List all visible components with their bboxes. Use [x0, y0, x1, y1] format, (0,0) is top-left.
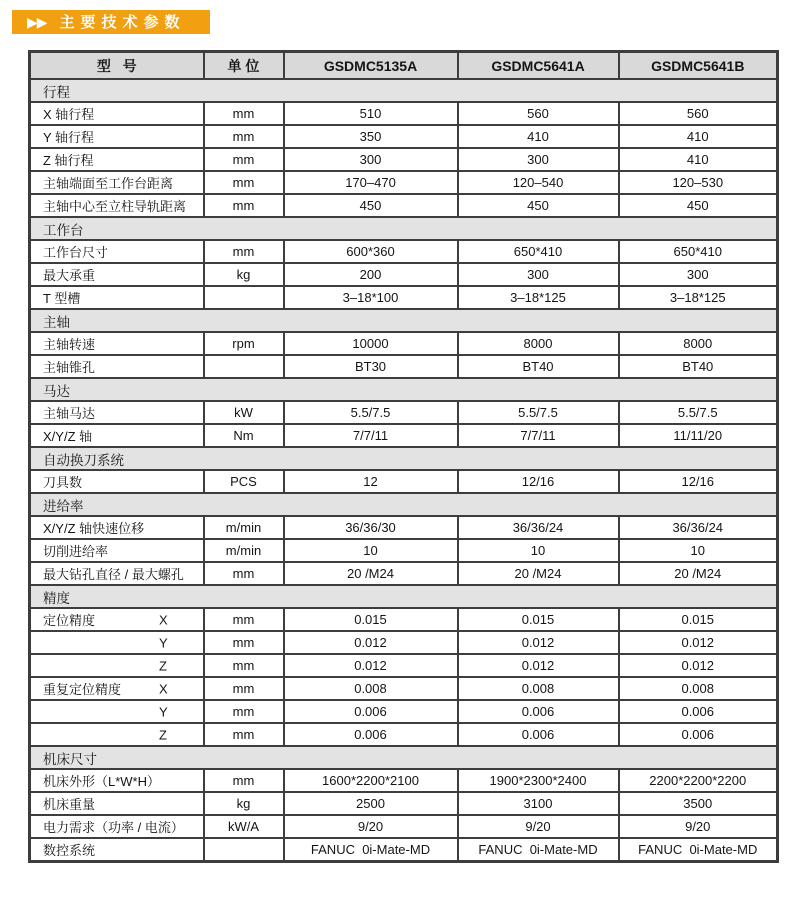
spec-unit: mm	[204, 240, 284, 263]
spec-value-model-2: 0.015	[458, 608, 619, 631]
spec-value-model-2: 5.5/7.5	[458, 401, 619, 424]
spec-value-model-1: 36/36/30	[284, 516, 458, 539]
spec-value-model-3: 120–530	[619, 171, 778, 194]
spec-value-model-2: 20 /M24	[458, 562, 619, 585]
spec-row	[30, 148, 778, 171]
spec-label-text: 数控系统	[43, 843, 96, 858]
spec-value-model-2: 0.008	[458, 677, 619, 700]
spec-label	[30, 171, 204, 194]
section-title: 精度	[30, 585, 778, 608]
spec-value-model-1: 0.008	[284, 677, 458, 700]
spec-value-model-2: 0.006	[458, 723, 619, 746]
spec-row	[30, 332, 778, 355]
spec-value-model-1: 170–470	[284, 171, 458, 194]
spec-value-model-2: BT40	[458, 355, 619, 378]
spec-unit: mm	[204, 654, 284, 677]
spec-row	[30, 815, 778, 838]
spec-label	[30, 608, 204, 631]
spec-row	[30, 562, 778, 585]
spec-label-text: 主轴转速	[43, 337, 96, 352]
spec-row	[30, 608, 778, 631]
spec-label	[30, 102, 204, 125]
spec-unit: mm	[204, 102, 284, 125]
spec-value-model-3: 0.012	[619, 631, 778, 654]
spec-label	[30, 516, 204, 539]
spec-value-model-3: 450	[619, 194, 778, 217]
axis-label: Z	[159, 727, 167, 742]
header-model-3: GSDMC5641B	[619, 52, 778, 80]
spec-unit: mm	[204, 608, 284, 631]
spec-unit: mm	[204, 631, 284, 654]
spec-label-text: 主轴中心至立柱导轨距离	[43, 199, 187, 214]
spec-row	[30, 631, 778, 654]
spec-value-model-3: 300	[619, 263, 778, 286]
section-row	[30, 378, 778, 401]
spec-value-model-3: 0.015	[619, 608, 778, 631]
axis-label: X	[159, 681, 168, 696]
spec-label	[30, 424, 204, 447]
spec-unit: kg	[204, 792, 284, 815]
spec-row	[30, 263, 778, 286]
spec-label	[30, 838, 204, 862]
spec-label-text: T 型槽	[43, 291, 81, 306]
spec-label	[30, 654, 204, 677]
spec-row	[30, 240, 778, 263]
axis-label: Y	[159, 635, 168, 650]
spec-value-model-2: 0.012	[458, 631, 619, 654]
spec-value-model-2: 1900*2300*2400	[458, 769, 619, 792]
spec-value-model-3: 0.012	[619, 654, 778, 677]
spec-row	[30, 539, 778, 562]
spec-label-text: Z 轴行程	[43, 153, 94, 168]
spec-value-model-1: 0.012	[284, 631, 458, 654]
section-row	[30, 309, 778, 332]
spec-label	[30, 792, 204, 815]
spec-value-model-2: 560	[458, 102, 619, 125]
spec-table-body	[30, 79, 778, 862]
spec-value-model-3: 8000	[619, 332, 778, 355]
spec-label	[30, 194, 204, 217]
spec-label-text: 刀具数	[43, 475, 83, 490]
spec-value-model-2: 410	[458, 125, 619, 148]
spec-label-text: 主轴马达	[43, 406, 96, 421]
spec-label-text: 主轴锥孔	[43, 360, 96, 375]
spec-value-model-1: 350	[284, 125, 458, 148]
spec-label-text: 电力需求（功率 / 电流）	[43, 820, 184, 835]
spec-value-model-3: FANUC 0i-Mate-MD	[619, 838, 778, 862]
spec-value-model-1: 510	[284, 102, 458, 125]
spec-value-model-3: 12/16	[619, 470, 778, 493]
spec-row	[30, 723, 778, 746]
banner-title: 主要技术参数	[59, 13, 186, 31]
spec-value-model-3: 9/20	[619, 815, 778, 838]
section-row	[30, 746, 778, 769]
spec-value-model-1: 1600*2200*2100	[284, 769, 458, 792]
spec-value-model-1: 10	[284, 539, 458, 562]
spec-label	[30, 700, 204, 723]
spec-value-model-1: 9/20	[284, 815, 458, 838]
spec-value-model-2: 7/7/11	[458, 424, 619, 447]
axis-label: Y	[159, 704, 168, 719]
spec-value-model-2: 120–540	[458, 171, 619, 194]
spec-value-model-3: 36/36/24	[619, 516, 778, 539]
spec-label	[30, 562, 204, 585]
spec-value-model-2: 300	[458, 148, 619, 171]
section-title: 自动换刀系统	[30, 447, 778, 470]
spec-value-model-1: 3–18*100	[284, 286, 458, 309]
section-title: 主轴	[30, 309, 778, 332]
spec-unit: kW/A	[204, 815, 284, 838]
spec-label	[30, 539, 204, 562]
spec-row	[30, 700, 778, 723]
spec-value-model-2: 10	[458, 539, 619, 562]
section-title-banner	[12, 10, 210, 34]
spec-unit: mm	[204, 769, 284, 792]
spec-row	[30, 769, 778, 792]
header-model-2: GSDMC5641A	[458, 52, 619, 80]
axis-label: Z	[159, 658, 167, 673]
spec-row	[30, 792, 778, 815]
spec-value-model-3: 2200*2200*2200	[619, 769, 778, 792]
spec-unit: mm	[204, 171, 284, 194]
spec-row	[30, 125, 778, 148]
spec-unit	[204, 838, 284, 862]
spec-label-text: 最大承重	[43, 268, 96, 283]
spec-unit: kW	[204, 401, 284, 424]
spec-label	[30, 148, 204, 171]
spec-value-model-2: 36/36/24	[458, 516, 619, 539]
spec-label-text: X/Y/Z 轴	[43, 429, 93, 444]
spec-value-model-1: 200	[284, 263, 458, 286]
spec-value-model-1: 0.015	[284, 608, 458, 631]
spec-label	[30, 355, 204, 378]
spec-value-model-3: 5.5/7.5	[619, 401, 778, 424]
spec-value-model-2: 3–18*125	[458, 286, 619, 309]
section-title: 马达	[30, 378, 778, 401]
spec-label	[30, 815, 204, 838]
spec-label	[30, 240, 204, 263]
axis-label: X	[159, 612, 168, 627]
spec-row	[30, 401, 778, 424]
spec-unit: PCS	[204, 470, 284, 493]
spec-value-model-3: 0.006	[619, 723, 778, 746]
spec-unit: m/min	[204, 516, 284, 539]
spec-label	[30, 631, 204, 654]
spec-value-model-1: 5.5/7.5	[284, 401, 458, 424]
spec-unit	[204, 355, 284, 378]
spec-value-model-2: 8000	[458, 332, 619, 355]
spec-value-model-2: 9/20	[458, 815, 619, 838]
spec-label-text: 最大钻孔直径 / 最大螺孔	[43, 567, 184, 582]
header-model-1: GSDMC5135A	[284, 52, 458, 80]
spec-unit: m/min	[204, 539, 284, 562]
spec-value-model-2: 450	[458, 194, 619, 217]
spec-unit: mm	[204, 125, 284, 148]
spec-value-model-3: 410	[619, 125, 778, 148]
section-row	[30, 585, 778, 608]
spec-label	[30, 125, 204, 148]
spec-value-model-3: 20 /M24	[619, 562, 778, 585]
section-title: 进给率	[30, 493, 778, 516]
spec-label	[30, 723, 204, 746]
spec-value-model-1: 20 /M24	[284, 562, 458, 585]
spec-value-model-2: 0.006	[458, 700, 619, 723]
spec-label-text: 机床重量	[43, 797, 96, 812]
spec-value-model-3: 3–18*125	[619, 286, 778, 309]
spec-row	[30, 171, 778, 194]
spec-value-model-1: 2500	[284, 792, 458, 815]
spec-unit	[204, 286, 284, 309]
spec-label-text: 定位精度	[43, 613, 96, 628]
spec-value-model-1: BT30	[284, 355, 458, 378]
spec-value-model-3: 650*410	[619, 240, 778, 263]
spec-value-model-1: 7/7/11	[284, 424, 458, 447]
spec-value-model-3: 11/11/20	[619, 424, 778, 447]
spec-row	[30, 286, 778, 309]
spec-value-model-1: 10000	[284, 332, 458, 355]
spec-unit: mm	[204, 700, 284, 723]
spec-label-text: X/Y/Z 轴快速位移	[43, 521, 145, 536]
header-unit-label: 单 位	[204, 52, 284, 80]
spec-value-model-2: 300	[458, 263, 619, 286]
spec-value-model-1: FANUC 0i-Mate-MD	[284, 838, 458, 862]
spec-label-text: Y 轴行程	[43, 130, 95, 145]
spec-row	[30, 355, 778, 378]
spec-value-model-1: 600*360	[284, 240, 458, 263]
spec-table-header	[30, 52, 778, 80]
spec-row	[30, 194, 778, 217]
double-right-arrows-icon: ▶▶	[27, 14, 47, 30]
spec-row	[30, 677, 778, 700]
spec-value-model-1: 12	[284, 470, 458, 493]
spec-label	[30, 286, 204, 309]
spec-row	[30, 654, 778, 677]
spec-value-model-3: 0.006	[619, 700, 778, 723]
spec-table	[28, 50, 779, 863]
spec-label	[30, 401, 204, 424]
spec-label-text: 主轴端面至工作台距离	[43, 176, 174, 191]
spec-value-model-2: 3100	[458, 792, 619, 815]
spec-value-model-1: 0.012	[284, 654, 458, 677]
spec-label-text: 工作台尺寸	[43, 245, 109, 260]
spec-label	[30, 263, 204, 286]
spec-row	[30, 102, 778, 125]
spec-row	[30, 838, 778, 862]
header-row	[30, 52, 778, 80]
spec-unit: mm	[204, 562, 284, 585]
section-title: 机床尺寸	[30, 746, 778, 769]
spec-value-model-1: 450	[284, 194, 458, 217]
spec-unit: kg	[204, 263, 284, 286]
header-model-label: 型 号	[30, 52, 204, 80]
spec-unit: mm	[204, 677, 284, 700]
spec-value-model-1: 0.006	[284, 700, 458, 723]
spec-value-model-3: 410	[619, 148, 778, 171]
spec-value-model-2: 0.012	[458, 654, 619, 677]
spec-value-model-3: BT40	[619, 355, 778, 378]
spec-label	[30, 769, 204, 792]
section-title: 工作台	[30, 217, 778, 240]
spec-label	[30, 332, 204, 355]
spec-row	[30, 516, 778, 539]
spec-value-model-1: 300	[284, 148, 458, 171]
section-row	[30, 493, 778, 516]
spec-value-model-3: 0.008	[619, 677, 778, 700]
spec-value-model-3: 10	[619, 539, 778, 562]
section-row	[30, 217, 778, 240]
spec-label-text: 切削进给率	[43, 544, 109, 559]
spec-value-model-3: 560	[619, 102, 778, 125]
section-row	[30, 447, 778, 470]
spec-unit: Nm	[204, 424, 284, 447]
spec-label-text: 机床外形（L*W*H）	[43, 774, 161, 789]
spec-row	[30, 470, 778, 493]
spec-row	[30, 424, 778, 447]
spec-label	[30, 470, 204, 493]
spec-value-model-3: 3500	[619, 792, 778, 815]
spec-label	[30, 677, 204, 700]
spec-unit: rpm	[204, 332, 284, 355]
spec-unit: mm	[204, 148, 284, 171]
spec-value-model-2: FANUC 0i-Mate-MD	[458, 838, 619, 862]
spec-unit: mm	[204, 723, 284, 746]
spec-value-model-2: 12/16	[458, 470, 619, 493]
spec-value-model-2: 650*410	[458, 240, 619, 263]
section-row	[30, 79, 778, 102]
spec-value-model-1: 0.006	[284, 723, 458, 746]
spec-label-text: 重复定位精度	[43, 682, 122, 697]
section-title: 行程	[30, 79, 778, 102]
spec-unit: mm	[204, 194, 284, 217]
spec-label-text: X 轴行程	[43, 107, 95, 122]
